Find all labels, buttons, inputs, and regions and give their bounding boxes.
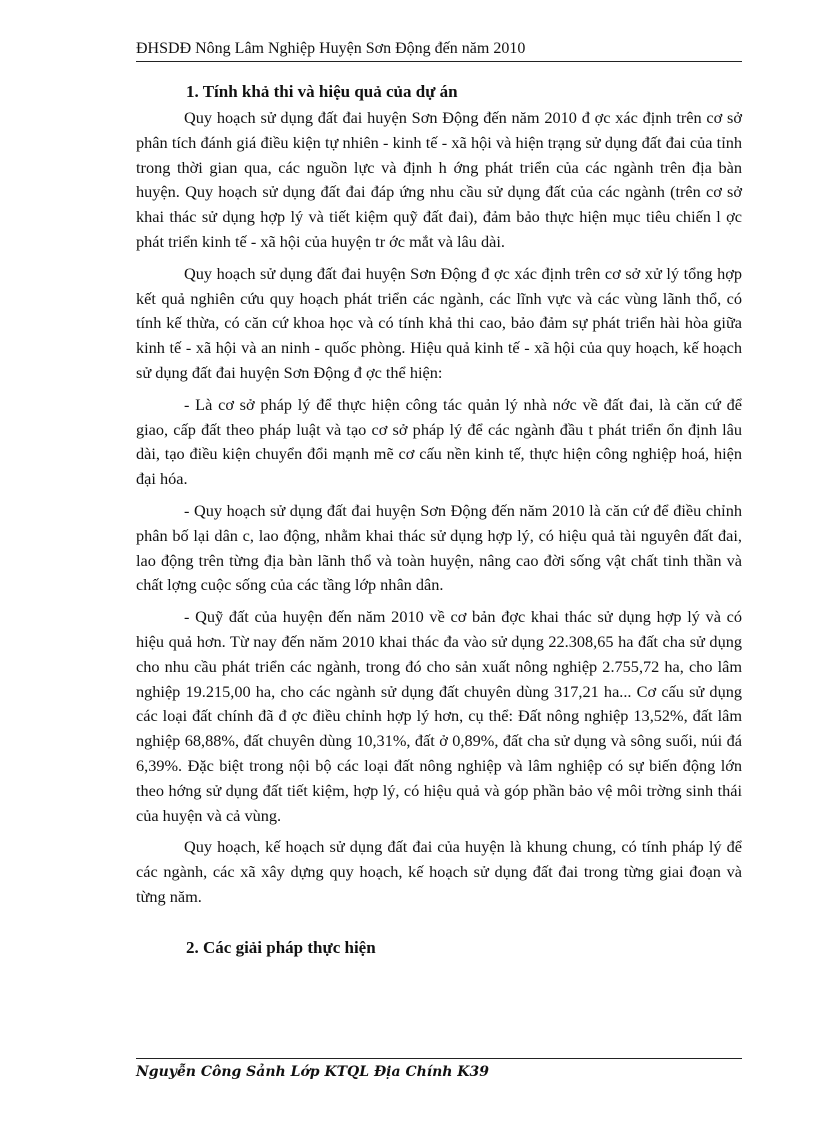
page-footer: Nguyễn Công Sảnh Lớp KTQL Địa Chính K39 [136,1064,489,1080]
footer-divider [136,1058,742,1059]
paragraph-5: - Quỹ đất của huyện đến năm 2010 về cơ bản đợc khai thác sử dụng hợp lý và có hiệu quả hơn. Từ nay đến năm 2010 khai thác đa vào sử dụng 22.308,65 ha đất cha sử dụng cho nhu cầu phát triển các ngành, trong đó cho sản xuất nông nghiệp 2.755,72 ha, cho lâm nghiệp 19.215,00 ha, cho các ngành sử dụng đất chuyên dùng 317,21 ha... Cơ cấu sử dụng các loại đất chính đã đ ợc điều chỉnh hợp lý hơn, cụ thể: Đất nông nghiệp 13,52%, đất lâm nghiệp 68,88%, đất chuyên dùng 10,31%, đất ở 0,89%, đất cha sử dụng và sông suối, núi đá 6,39%. Đặc biệt trong nội bộ các loại đất nông nghiệp và lâm nghiệp có sự biến động lớn theo hớng sử dụng đất tiết kiệm, hợp lý, có hiệu quả và góp phần bảo vệ môi trờng sinh thái của huyện và cả vùng. [136,607,742,825]
page-content [136,78,742,962]
section-2-heading: 2. Các giải pháp thực hiện [186,937,376,957]
page-header: ĐHSDĐ Nông Lâm Nghiệp Huyện Sơn Động đến năm 2010 [136,39,742,62]
paragraph-6: Quy hoạch, kế hoạch sử dụng đất đai của huyện là khung chung, có tính pháp lý để các ngành, các xã xây dựng quy hoạch, kế hoạch sử dụng đất đai trong từng giai đoạn và từng năm. [136,837,742,906]
paragraph-2: Quy hoạch sử dụng đất đai huyện Sơn Động đ ợc xác định trên cơ sở xử lý tổng hợp kết quả nghiên cứu quy hoạch phát triển các ngành, các lĩnh vực và các vùng lãnh thổ, có tính kế thừa, có căn cứ khoa học và có tính khả thi cao, bảo đảm sự phát triển hài hòa giữa kinh tế - xã hội và an ninh - quốc phòng. Hiệu quả kinh tế - xã hội của quy hoạch, kế hoạch sử dụng đất đai huyện Sơn Động đ ợc thể hiện: [136,263,742,382]
paragraph-4: - Quy hoạch sử dụng đất đai huyện Sơn Động đến năm 2010 là căn cứ để điều chỉnh phân bố lại dân c, lao động, nhằm khai thác sử dụng hợp lý, có hiệu quả tài nguyên đất đai, lao động trên từng địa bàn lãnh thổ và toàn huyện, nâng cao đời sống vật chất tinh thần và chất lợng cuộc sống của các tầng lớp nhân dân. [136,500,742,595]
paragraph-3: - Là cơ sở pháp lý để thực hiện công tác quản lý nhà nớc về đất đai, là căn cứ để giao, cấp đất theo pháp luật và tạo cơ sở pháp lý để các ngành đầu t phát triển ổn định lâu dài, tạo điều kiện chuyển đổi mạnh mẽ cơ cấu nền kinh tế, thực hiện công nghiệp hoá, hiện đại hóa. [136,394,742,489]
section-1-heading: 1. Tính khả thi và hiệu quả của dự án [186,82,458,101]
paragraph-1: Quy hoạch sử dụng đất đai huyện Sơn Động đến năm 2010 đ ợc xác định trên cơ sở phân tích đánh giá điều kiện tự nhiên - kinh tế - xã hội và hiện trạng sử dụng đất đai của tỉnh trong thời gian qua, các nguồn lực và định h ớng phát triển của các ngành trên địa bàn huyện. Quy hoạch sử dụng đất đai đáp ứng nhu cầu sử dụng đất của các ngành (trên cơ sở khai thác sử dụng hợp lý và tiết kiệm quỹ đất đai), đảm bảo thực hiện mục tiêu chiến l ợc phát triển kinh tế - xã hội của huyện tr ớc mắt và lâu dài. [136,108,742,251]
